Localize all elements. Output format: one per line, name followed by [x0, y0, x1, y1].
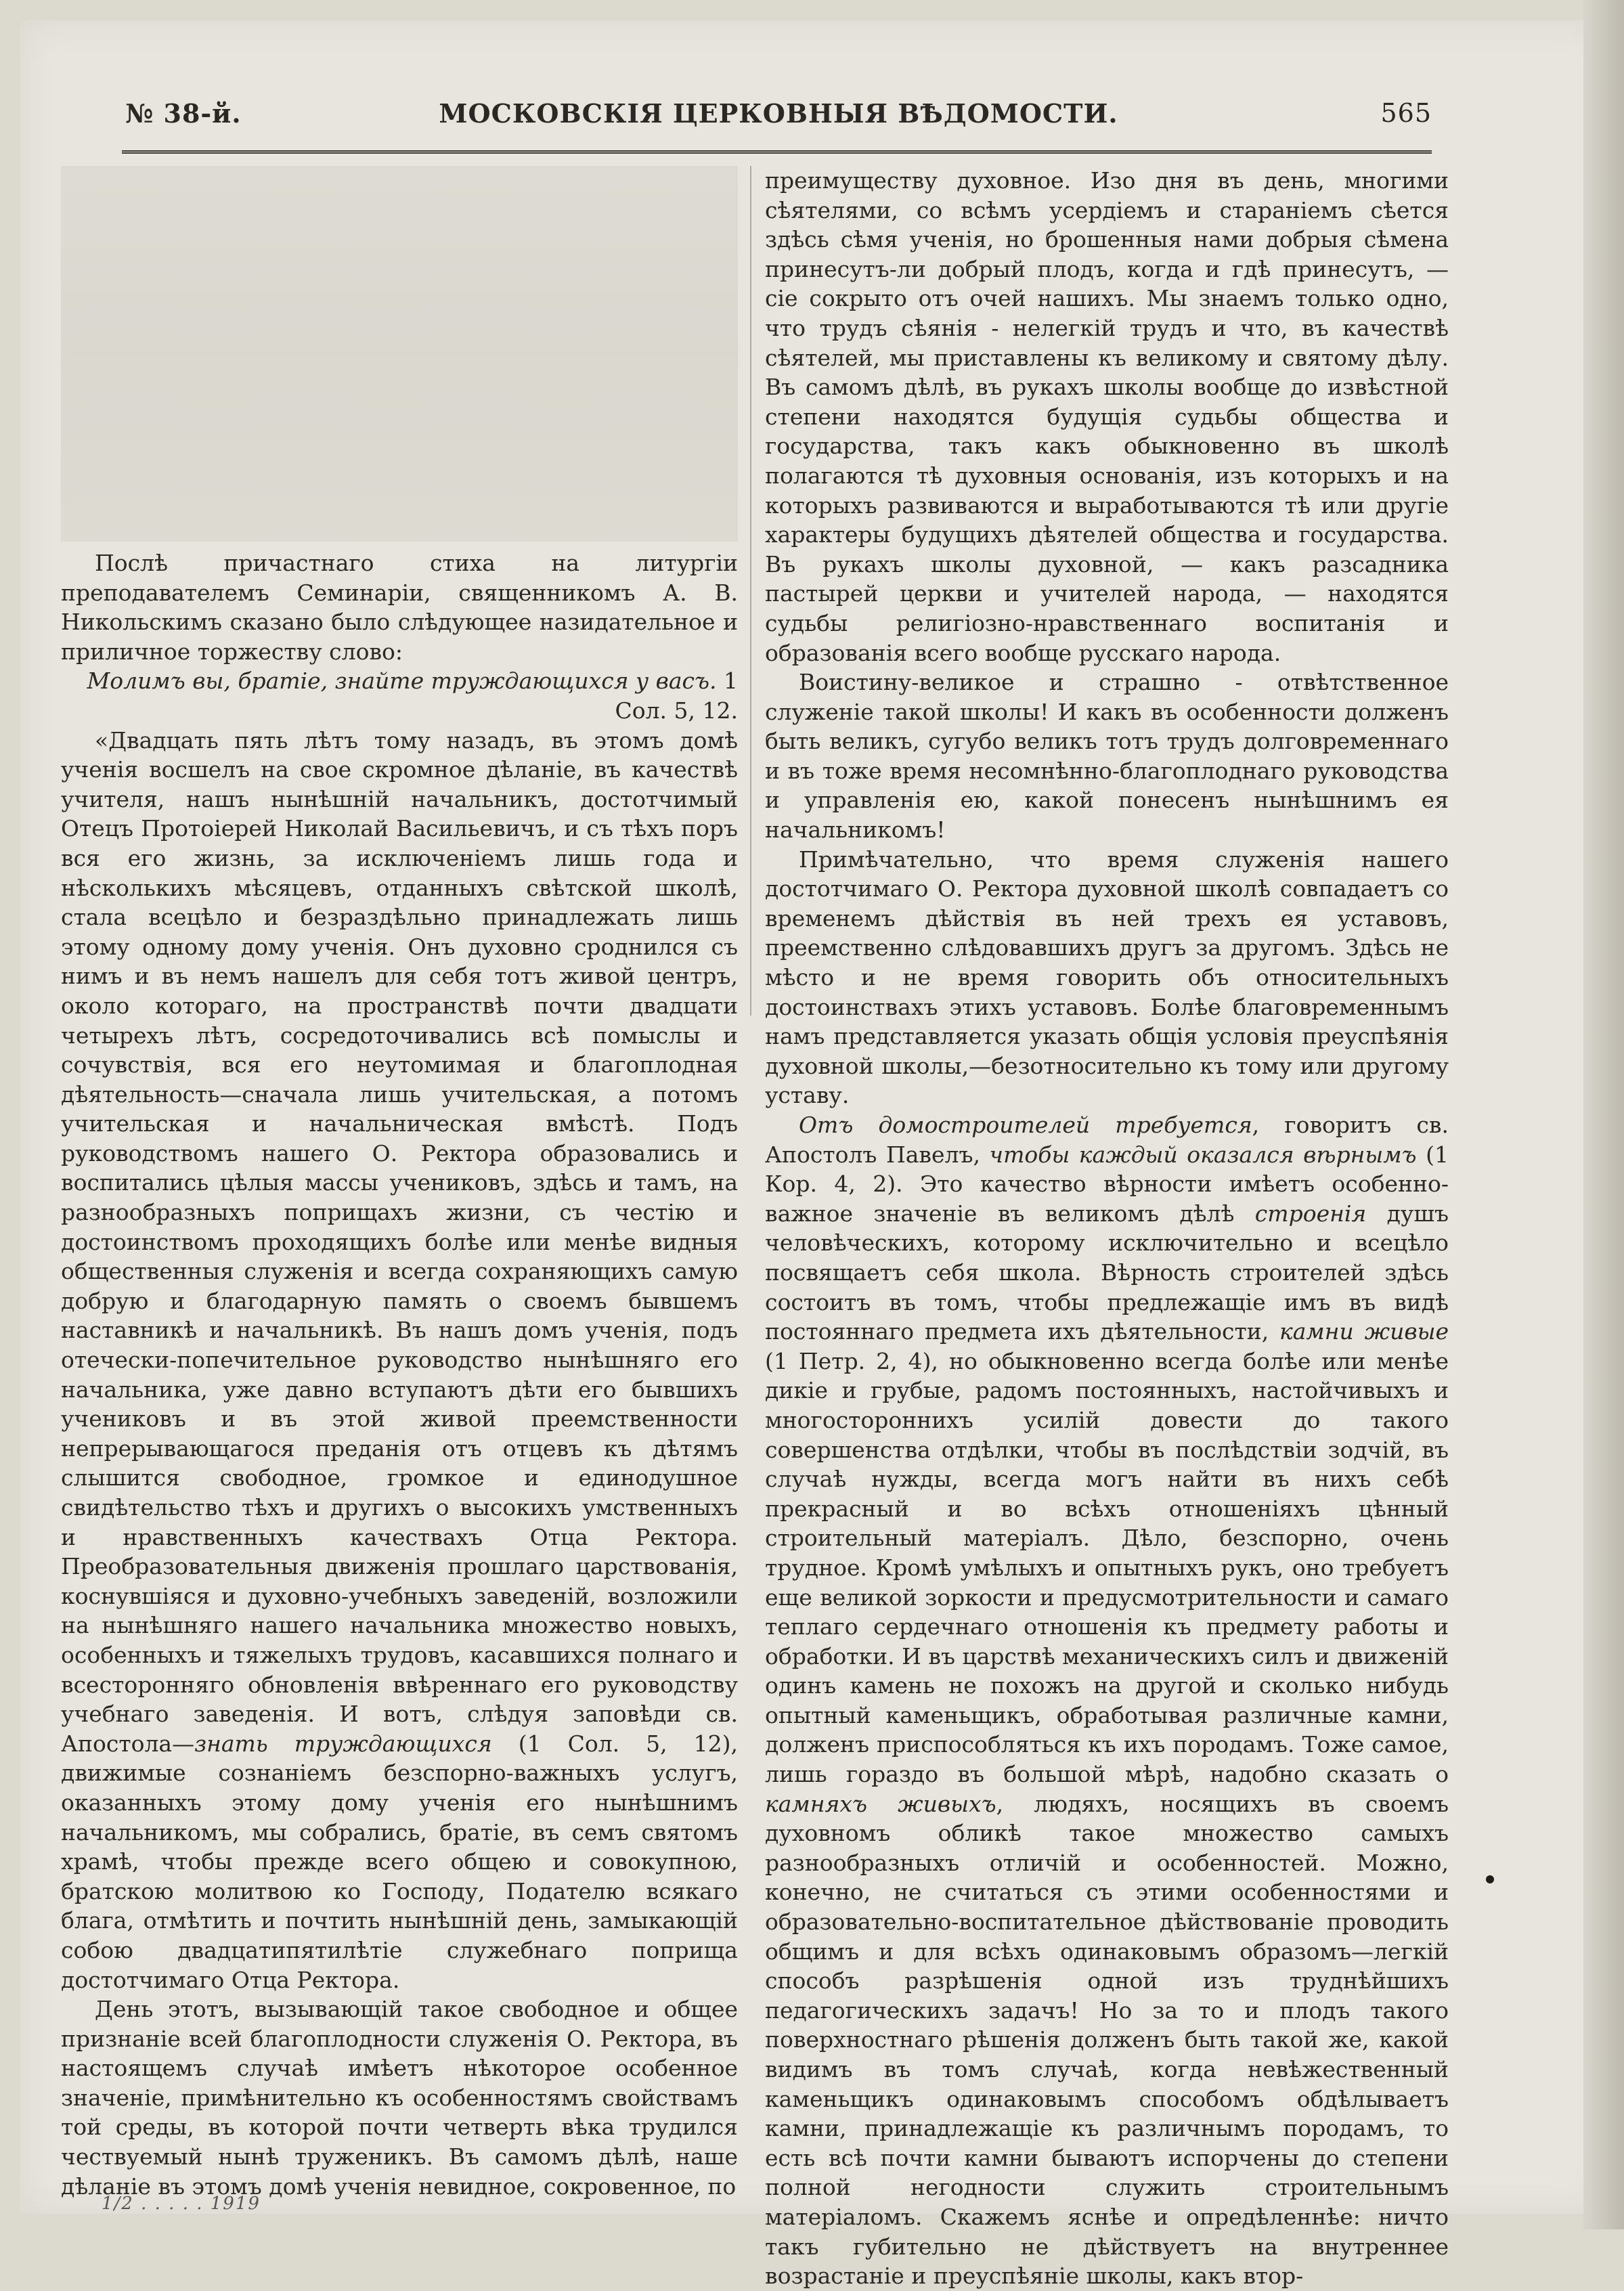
header-rule — [122, 150, 1432, 154]
epigraph-reference: 1 Сол. 5, 12. — [615, 668, 738, 724]
running-header — [125, 98, 1432, 139]
left-column — [61, 166, 738, 2201]
right-paragraph-1: Воистину-великое и страшно - отвѣтственное служеніе такой школы! И какъ въ особенности долженъ быть великъ, сугубо великъ тотъ трудъ долговременнаго и въ тоже время несомнѣнно-благоплоднаго руководства и управленія ею, какой понесенъ нынѣшнимъ ея начальникомъ! — [765, 669, 1449, 844]
p3-part-e: , людяхъ, носящихъ въ своемъ духовномъ обликѣ такое множество самыхъ разнообразныхъ отличій и особенностей. Можно, конечно, не считаться съ этими особенностями и образовательно-воспитательное дѣйствованіе проводить общимъ и для всѣхъ одинаковымъ образомъ—легкій способъ разрѣшенія одной изъ труднѣйшихъ педагогическихъ задачъ! Но за то и плодъ такого поверхностнаго рѣшенія долженъ быть такой же, какой видимъ въ томъ случаѣ, когда невѣжественный каменьщикъ одинаковымъ способомъ обдѣлываетъ камни, принадлежащіе къ различнымъ породамъ, то есть всѣ почти камни бываютъ испорчены до степени полной негодности служить строительнымъ матеріаломъ. Скажемъ яснѣе и опредѣленнѣе: ничто такъ губительно не дѣйствуетъ на внутреннее возрастаніе и преуспѣяніе школы, какъ втор- — [765, 1790, 1449, 2290]
ink-blot — [1486, 1875, 1494, 1883]
quote-emphasis-4: камни живые — [1279, 1318, 1449, 1345]
issue-number: № 38-й. — [125, 98, 242, 129]
faded-image-area — [61, 166, 738, 542]
page-number: 565 — [1380, 98, 1432, 128]
sermon-paragraph-2: День этотъ, вызывающій такое свободное и общее признаніе всей благоплодности служенія О. Ректора, въ настоящемъ случаѣ имѣетъ нѣкоторое особенное значеніе, примѣнительно къ особенностямъ свойствамъ той среды, въ которой почти четверть вѣка трудился чествуемый нынѣ труженикъ. Въ самомъ дѣлѣ, наше дѣланіе въ этомъ домѣ ученія невидное, сокровенное, по — [61, 1996, 738, 2200]
quote-emphasis-1: Отъ домостроителей требуется — [799, 1112, 1252, 1138]
right-paragraph-0: преимуществу духовное. Изо дня въ день, многими сѣятелями, со всѣмъ усердіемъ и стараніемъ сѣется здѣсь сѣмя ученія, но брошенныя нами добрыя сѣмена принесутъ-ли добрый плодъ, когда и гдѣ принесутъ, — сіе сокрыто отъ очей нашихъ. Мы знаемъ только одно, что трудъ сѣянія - нелегкій трудъ и что, въ качествѣ сѣятелей, мы приставлены къ великому и святому дѣлу. Въ самомъ дѣлѣ, въ рукахъ школы вообще до извѣстной степени находятся будущія судьбы общества и государства, такъ какъ обыкновенно въ школѣ полагаются тѣ духовныя основанія, изъ которыхъ и на которыхъ развиваются и выработываются тѣ или другіе характеры будущихъ дѣятелей общества и государства. Въ рукахъ школы духовной, — какъ разсадника пастырей церкви и учителей народа, — находятся судьбы религіозно-нравственнаго воспитанія и образованія всего вообще русскаго народа. — [765, 167, 1449, 666]
p3-part-d: (1 Петр. 2, 4), но обыкновенно всегда болѣе или менѣе дикіе и грубые, радомъ постоянныхъ, настойчивыхъ и многостороннихъ усилій довести до такого совершенства отдѣлки, чтобы въ послѣдствіи зодчій, въ случаѣ нужды, всегда могъ найти въ нихъ себѣ прекрасный и во всѣхъ отношеніяхъ цѣнный строительный матеріалъ. Дѣло, безспорно, очень трудное. Кромѣ умѣлыхъ и опытныхъ рукъ, оно требуетъ еще великой зоркости и предусмотрительности и самаго теплаго сердечнаго отношенія къ предмету работы и обработки. И въ царствѣ механическихъ силъ и движеній одинъ камень не похожъ на другой и сколько нибудь опытный каменьщикъ, обработывая различные камни, долженъ приспособляться къ ихъ породамъ. Тоже самое, лишь гораздо въ большой мѣрѣ, надобно сказать о — [765, 1347, 1449, 1788]
sermon-p1-text: «Двадцать пять лѣтъ тому назадъ, въ этомъ домѣ ученія воcшелъ на свое скромное дѣланіе, въ качествѣ учителя, нашъ нынѣшній начальникъ, достотчимый Отецъ Протоіерей Николай Васильевичъ, и съ тѣхъ поръ вся его жизнь, за исключеніемъ лишь года и нѣсколькихъ мѣсяцевъ, отданныхъ свѣтской школѣ, стала всецѣло и безраздѣльно принадлежать лишь этому одному дому ученія. Онъ духовно сроднился съ нимъ и въ немъ нашелъ для себя тотъ живой центръ, около котораго, на пространствѣ почти двадцати четырехъ лѣтъ, сосредоточивались всѣ помыслы и сочувствія, вся его неутомимая и благоплодная дѣятельность—сначала лишь учительская, а потомъ учительская и начальническая вмѣстѣ. Подъ руководствомъ нашего О. Ректора образовались и воспитались цѣлыя массы учениковъ, здѣсь и тамъ, на разнообразныхъ поприщахъ жизни, съ честію и достоинствомъ проходящихъ болѣе или менѣе видныя общественныя служенія и всегда сохраняющихъ самую добрую и благодарную память о своемъ бывшемъ наставникѣ и начальникѣ. Въ нашъ домъ ученія, подъ отечески-попечительное руководство нынѣшняго его начальника, уже давно вступаютъ дѣти его бывшихъ учениковъ и въ этой живой преемственности непрерывающагося преданія отъ отцевъ къ дѣтямъ слышится свободное, громкое и единодушное свидѣтельство тѣхъ и другихъ о высокихъ умственныхъ и нравственныхъ качествахъ Отца Ректора. Преобразовательныя движенія прошлаго царствованія, коснувшіяся и духовно-учебныхъ заведеній, возложили на нынѣшняго нашего начальника множество новыхъ, особенныхъ и тяжелыхъ трудовъ, касавшихся полнаго и всесторонняго обновленія ввѣреннаго его руководству учебнаго заведенія. И вотъ, слѣдуя заповѣди св. Апостола— — [61, 726, 738, 1757]
right-paragraph-2: Примѣчательно, что время служенія нашего достотчимаго О. Ректора духовной школѣ совпадаетъ со временемъ дѣйствія въ ней трехъ ея уставовъ, преемственно слѣдовавшихъ другъ за другомъ. Здѣсь не мѣсто и не время говорить объ относительныхъ достоинствахъ этихъ уставовъ. Болѣе благовременнымъ намъ представляется указать общія условія преуспѣянія духовной школы,—безотносительно къ тому или другому уставу. — [765, 846, 1449, 1109]
p3-part-a: , говоритъ св. Апостолъ Павелъ, — [765, 1112, 1449, 1168]
epigraph-text: Молимъ вы, братіе, знайте труждающихся у васъ. — [87, 668, 717, 695]
sermon-paragraph-1 — [61, 726, 738, 1995]
epigraph — [61, 666, 738, 725]
sermon-p1-emphasis: знать труждающихся — [194, 1730, 492, 1757]
bottom-handwritten-mark: 1/2 . . . . . 1919 — [102, 2194, 261, 2214]
quote-emphasis-2: чтобы каждый оказался вѣрнымъ — [989, 1141, 1417, 1168]
right-paragraph-3 — [765, 1110, 1449, 2291]
publication-title: МОСКОВСКІЯ ЦЕРКОВНЫЯ ВѢДОМОСТИ. — [439, 98, 1118, 129]
quote-emphasis-3: строенія — [1254, 1200, 1367, 1227]
p3-part-b: (1 Кор. 4, 2). Это качество вѣрности имѣетъ особенно-важное значеніе въ великомъ дѣлѣ — [765, 1141, 1449, 1227]
p3-part-c: душъ человѣческихъ, которому исключительно и всецѣло посвящаетъ себя школа. Вѣрность строителей здѣсь состоитъ въ томъ, чтобы предлежащіе имъ въ видѣ постояннаго предмета ихъ дѣятельности, — [765, 1200, 1449, 1345]
page-edge — [1583, 0, 1624, 2229]
column-divider — [750, 166, 751, 1016]
intro-paragraph: Послѣ причастнаго стиха на литургіи преподавателемъ Семинаріи, священникомъ А. В. Никольскимъ сказано было слѣдующее назидательное и приличное торжеству слово: — [61, 550, 738, 665]
sermon-p1-tail: (1 Сол. 5, 12), движимые сознаніемъ безспорно-важныхъ услугъ, оказанныхъ этому дому ученія его нынѣшнимъ начальникомъ, мы собрались, братіе, въ семъ святомъ храмѣ, чтобы прежде всего общею и совокупною, братскою молитвою ко Господу, Подателю всякаго блага, отмѣтить и почтить нынѣшній день, замыкающій собою двадцатипятилѣтіе служебнаго поприща достотчимаго Отца Ректора. — [61, 1730, 738, 1993]
right-column — [765, 166, 1449, 2291]
quote-emphasis-5: камняхъ живыхъ — [765, 1790, 996, 1817]
